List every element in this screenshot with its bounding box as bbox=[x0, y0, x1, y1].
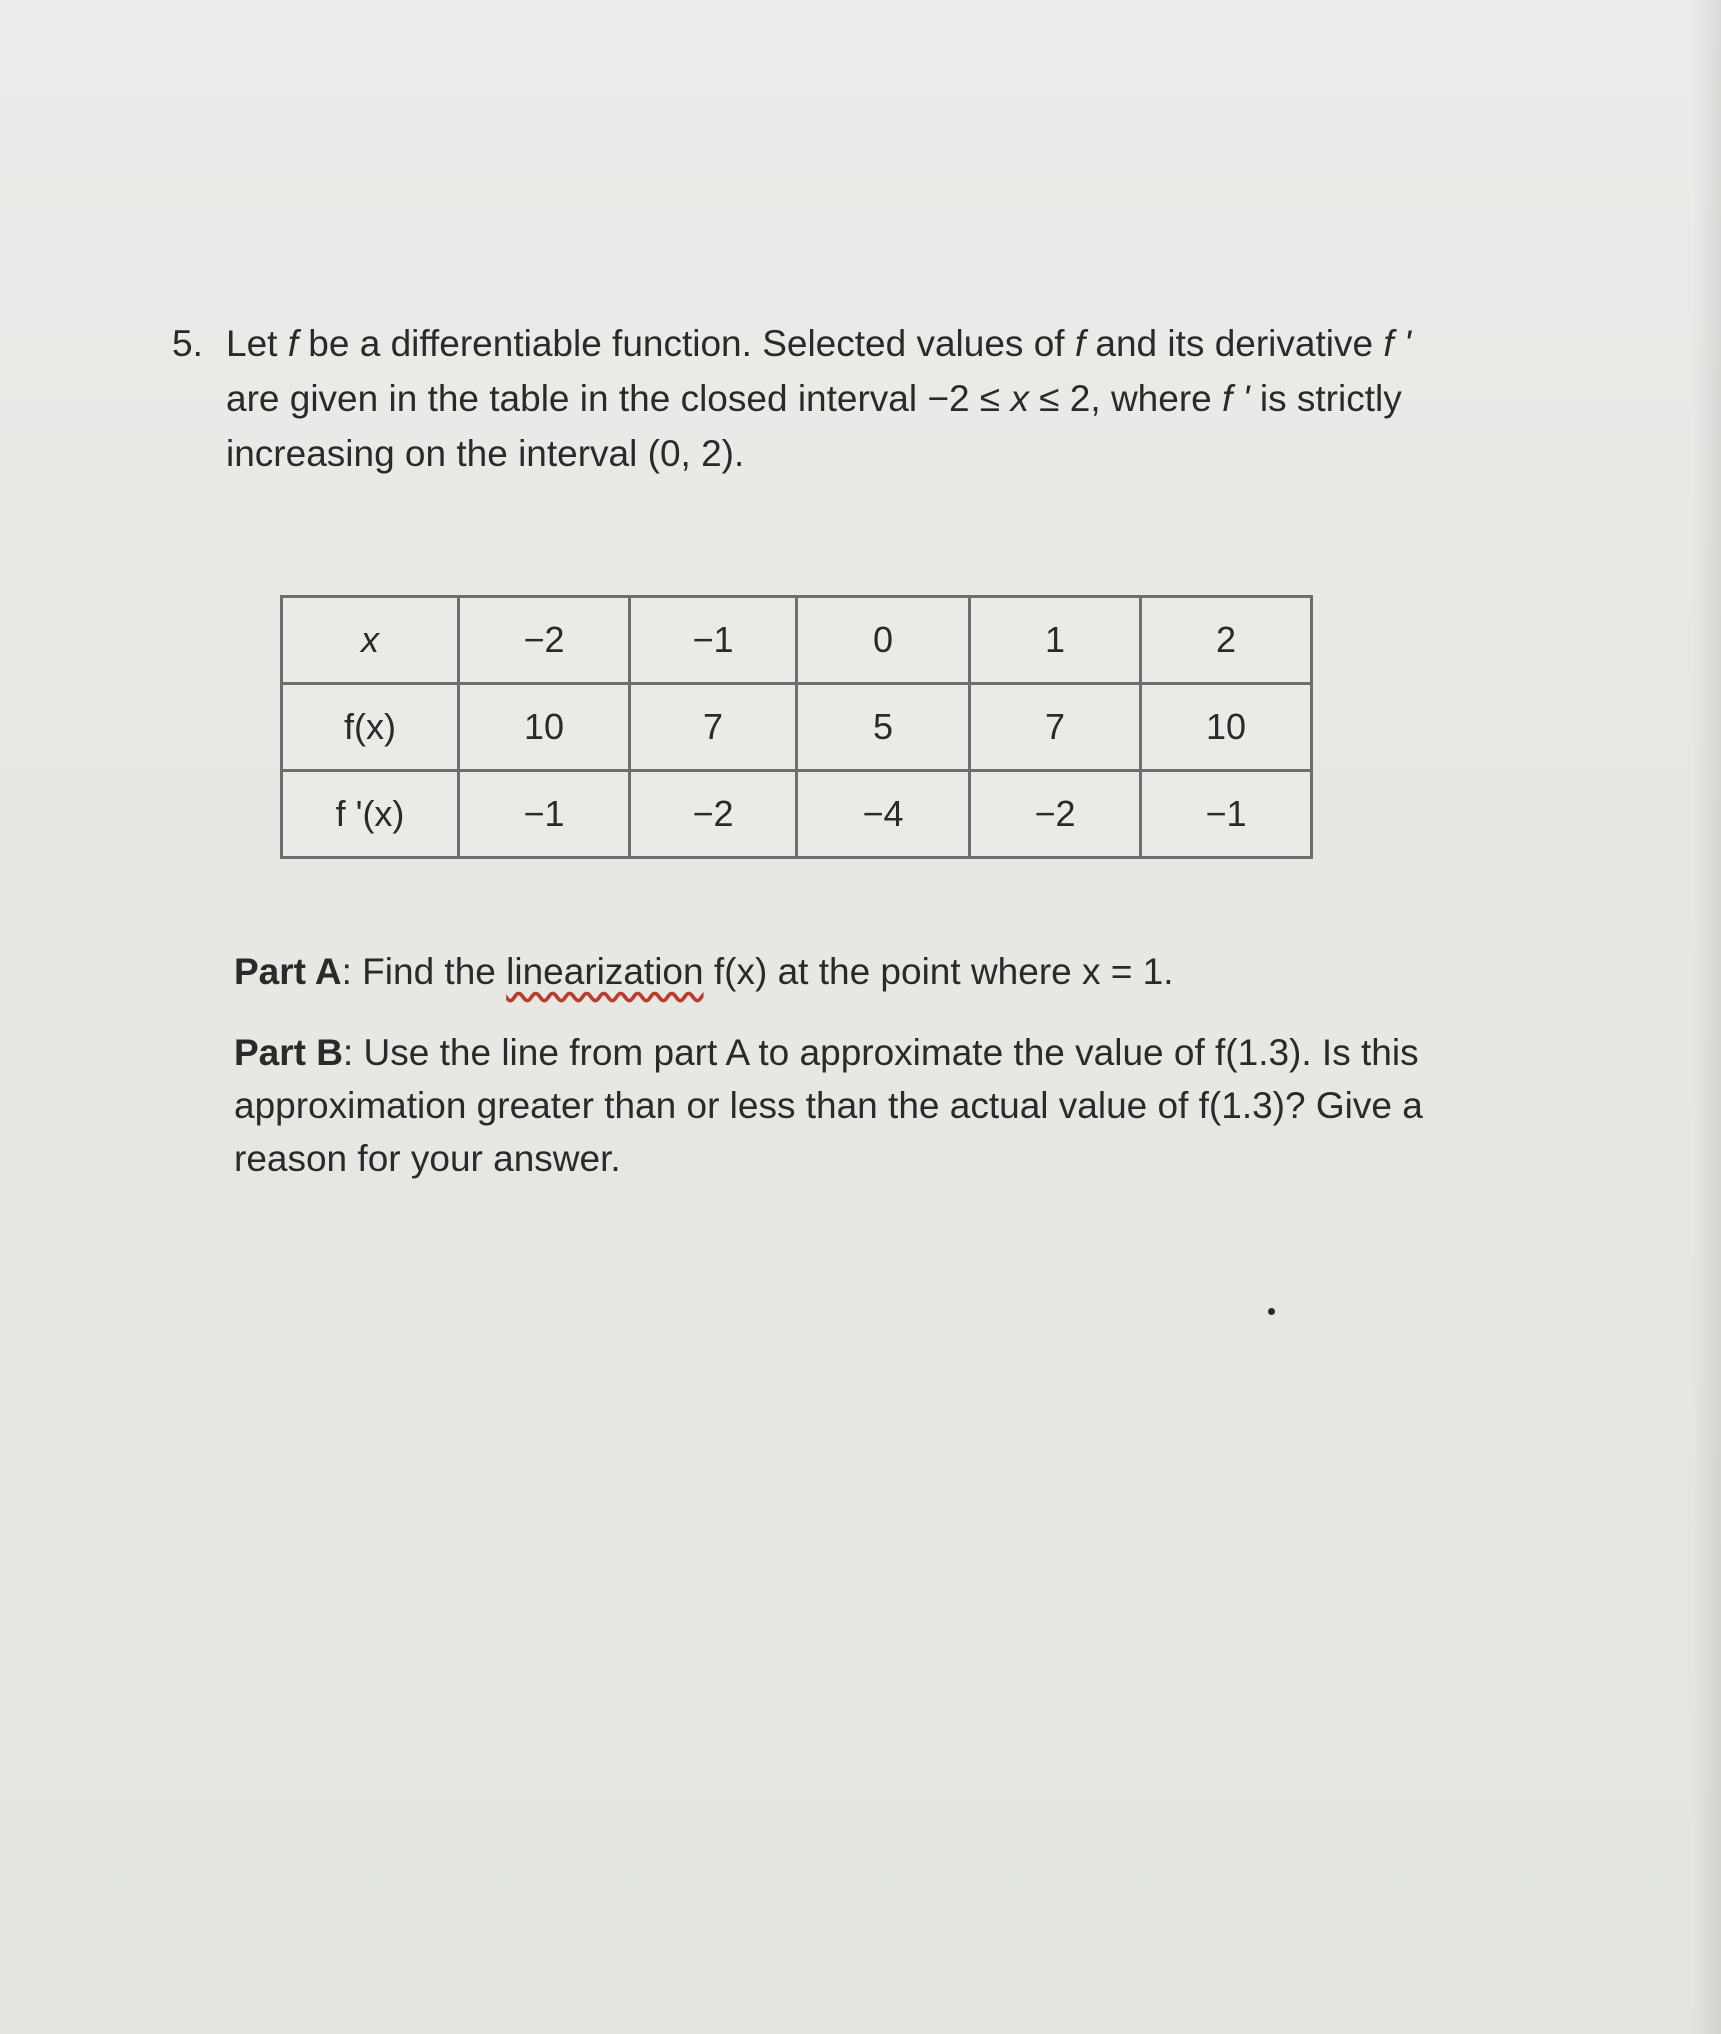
table-cell: 0 bbox=[797, 597, 970, 684]
table-row-fprime bbox=[282, 771, 1312, 858]
table-cell: −1 bbox=[630, 597, 797, 684]
part-b: Part B: Use the line from part A to approximate the value of f(1.3). Is this approximation greater than or less than the actual value of f(1.3)? Give a reason for your answer. bbox=[234, 1032, 1423, 1179]
table-cell: −2 bbox=[459, 597, 630, 684]
question-number: 5. bbox=[172, 323, 203, 364]
table-cell: 5 bbox=[797, 684, 970, 771]
stray-dot bbox=[1268, 1308, 1275, 1315]
question-line-3: increasing on the interval (0, 2). bbox=[226, 433, 745, 474]
table-cell: f '(x) bbox=[282, 771, 459, 858]
table-cell: x bbox=[282, 597, 459, 684]
table-cell: 7 bbox=[970, 684, 1141, 771]
page-edge-shadow bbox=[1691, 0, 1721, 2034]
table-cell: 10 bbox=[459, 684, 630, 771]
table-row-fx bbox=[282, 684, 1312, 771]
values-table bbox=[280, 595, 1313, 859]
question-line-2: are given in the table in the closed interval −2 ≤ x ≤ 2, where f ' is strictly bbox=[226, 378, 1402, 419]
table-row-x bbox=[282, 597, 1312, 684]
part-a-label: Part A bbox=[234, 951, 342, 992]
table-cell: −1 bbox=[1141, 771, 1312, 858]
table-cell: 1 bbox=[970, 597, 1141, 684]
question-line-1: Let f be a differentiable function. Selected values of f and its derivative f ' bbox=[226, 323, 1411, 364]
table-cell: f(x) bbox=[282, 684, 459, 771]
table-cell: −4 bbox=[797, 771, 970, 858]
table-cell: 7 bbox=[630, 684, 797, 771]
part-a: Part A: Find the linearization f(x) at the point where x = 1. bbox=[234, 951, 1174, 992]
table-cell: 2 bbox=[1141, 597, 1312, 684]
question-parts bbox=[234, 945, 1574, 1185]
table-cell: 10 bbox=[1141, 684, 1312, 771]
spellcheck-word: linearization bbox=[506, 951, 704, 992]
part-b-label: Part B bbox=[234, 1032, 343, 1073]
table-cell: −2 bbox=[630, 771, 797, 858]
table-cell: −1 bbox=[459, 771, 630, 858]
question-text bbox=[226, 316, 1546, 481]
table-cell: −2 bbox=[970, 771, 1141, 858]
